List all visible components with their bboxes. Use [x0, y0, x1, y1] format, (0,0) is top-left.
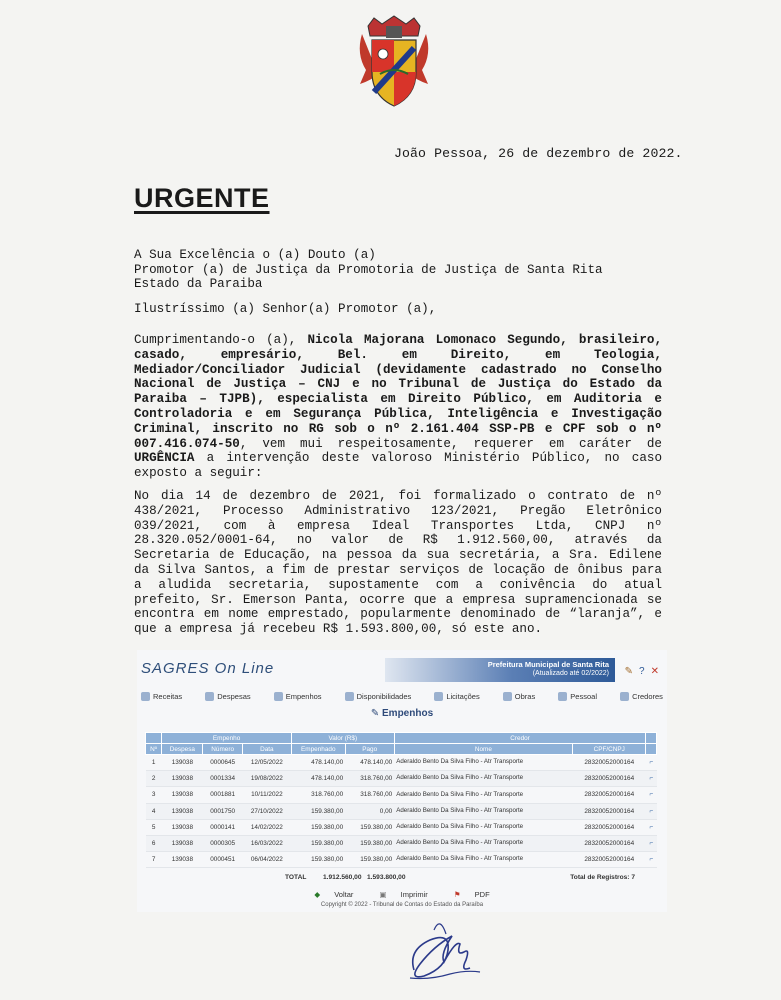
voltar-label: Voltar [334, 890, 354, 899]
group-header-credor: Credor [394, 733, 646, 744]
pdf-label: PDF [474, 890, 490, 899]
sagres-screenshot [137, 650, 667, 912]
despesas-icon [205, 692, 214, 701]
table-cell: 2 [146, 771, 162, 787]
pencil-icon: ✎ [370, 708, 383, 719]
salutation: Ilustríssimo (a) Senhor(a) Promotor (a), [134, 302, 437, 316]
voltar-button[interactable] [308, 890, 359, 899]
col-header: Pago [345, 744, 394, 755]
prefeitura-banner [385, 658, 615, 682]
requester-identification: Nicola Majorana Lomonaco Segundo, brasileiro, casado, empresário, Bel. em Direito, em Teologia, Mediador/Conciliador Judicial (devidamente cadastrado no Conselho Nacional de Justiça – CNJ e no Tribunal de Justiça do Estado da Paraiba – TJPB), especialista em Direito Público, em Auditoria e Controladoria e em Segurança Pública, Inteligência e Investigação Criminal, inscrito no RG sob o nº 2.161.404 SSP-PB e CPF sob o nº 007.416.074-50 [134, 333, 662, 451]
table-cell: 7 [146, 852, 162, 868]
table-cell: 478.140,00 [345, 755, 394, 771]
table-cell: 28320052000164 [573, 852, 646, 868]
table-cell: 0001334 [203, 771, 242, 787]
table-cell: Aderaldo Bento Da Silva Filho - Atr Transporte [394, 819, 572, 835]
table-row [146, 852, 657, 868]
col-header: CPF/CNPJ [573, 744, 646, 755]
nav-label: Receitas [153, 691, 183, 701]
col-header: Número [203, 744, 242, 755]
empenhos-table [145, 732, 657, 868]
signature-icon [400, 910, 490, 990]
table-row [146, 771, 657, 787]
printer-icon: ▣ [379, 890, 387, 899]
sagres-header [137, 652, 667, 686]
group-header-blank [146, 733, 162, 744]
table-cell: Aderaldo Bento Da Silva Filho - Atr Transporte [394, 771, 572, 787]
table-cell: 139038 [162, 755, 203, 771]
total-label: TOTAL [285, 874, 307, 881]
paragraph-text: Cumprimentando-o (a), [134, 333, 308, 347]
address-line: A Sua Excelência o (a) Douto (a) [134, 248, 376, 262]
table-cell: 28320052000164 [573, 819, 646, 835]
sagres-logo: SAGRES On Line [141, 660, 275, 677]
col-header: Nº [146, 744, 162, 755]
table-cell: 28320052000164 [573, 787, 646, 803]
table-cell: 16/03/2022 [242, 835, 291, 851]
nav-label: Credores [632, 691, 663, 701]
pdf-button[interactable] [448, 890, 496, 899]
detail-icon[interactable]: ⌐ [646, 787, 657, 803]
nav-item-licitacoes[interactable] [434, 688, 479, 704]
table-cell: 318.760,00 [291, 787, 345, 803]
nav-item-credores[interactable] [620, 688, 663, 704]
nav-label: Pessoal [570, 691, 597, 701]
prefeitura-name: Prefeitura Municipal de Santa Rita [487, 660, 609, 669]
coat-of-arms-icon [352, 14, 436, 110]
nav-item-disponibilidades[interactable] [345, 688, 412, 704]
table-cell: 139038 [162, 819, 203, 835]
date-line: João Pessoa, 26 de dezembro de 2022. [394, 146, 683, 161]
urgency-word: URGÊNCIA [134, 451, 195, 466]
table-cell: 159.380,00 [345, 835, 394, 851]
table-cell: 159.380,00 [291, 835, 345, 851]
sagres-nav [141, 688, 663, 704]
copyright: Copyright © 2022 - Tribunal de Contas do Estado da Paraíba [320, 902, 484, 908]
table-cell: Aderaldo Bento Da Silva Filho - Atr Transporte [394, 852, 572, 868]
table-cell: 3 [146, 787, 162, 803]
nav-item-receitas[interactable] [141, 688, 182, 704]
nav-item-obras[interactable] [503, 688, 535, 704]
table-cell: 139038 [162, 803, 203, 819]
col-header-action [646, 744, 657, 755]
table-cell: 28320052000164 [573, 803, 646, 819]
table-cell: 10/11/2022 [242, 787, 291, 803]
back-arrow-icon: ◆ [314, 890, 321, 899]
group-header-valor: Valor (R$) [291, 733, 394, 744]
table-row [146, 755, 657, 771]
nav-item-pessoal[interactable] [558, 688, 597, 704]
header-tools [619, 666, 659, 677]
table-cell: 139038 [162, 852, 203, 868]
table-cell: 27/10/2022 [242, 803, 291, 819]
group-header-blank [646, 733, 657, 744]
detail-icon[interactable]: ⌐ [646, 803, 657, 819]
total-registros [570, 874, 635, 881]
table-cell: Aderaldo Bento Da Silva Filho - Atr Transporte [394, 787, 572, 803]
close-icon[interactable]: ✕ [650, 666, 659, 677]
table-cell: 14/02/2022 [242, 819, 291, 835]
col-header: Nome [394, 744, 572, 755]
table-cell: 139038 [162, 835, 203, 851]
paragraph-text: , vem mui respeitosamente, requerer em caráter de [239, 436, 662, 451]
total-registros-value: 7 [631, 874, 635, 881]
total-pago: 1.593.800,00 [367, 874, 406, 881]
table-cell: 28320052000164 [573, 835, 646, 851]
table-cell: 0000451 [203, 852, 242, 868]
table-cell: 318.760,00 [345, 787, 394, 803]
col-header: Data [242, 744, 291, 755]
paragraph-text: a intervenção deste valoroso Ministério Público, no caso exposto a seguir: [134, 451, 662, 481]
recipient-address [134, 248, 603, 292]
address-line: Promotor (a) de Justiça da Promotoria de Justiça de Santa Rita [134, 262, 603, 277]
updated-date: (Atualizado até 02/2022) [532, 670, 609, 677]
nav-item-despesas[interactable] [205, 688, 250, 704]
empenhos-title-text: Empenhos [382, 708, 434, 719]
pdf-icon: ⚑ [453, 890, 461, 899]
licitacoes-icon [434, 692, 443, 701]
table-cell: 28320052000164 [573, 755, 646, 771]
table-row [146, 819, 657, 835]
paragraph-facts: No dia 14 de dezembro de 2021, foi formalizado o contrato de nº 438/2021, Processo Administrativo 123/2021, Pregão Eletrônico 039/2021, com à empresa Ideal Transportes Ltda, CNPJ nº 28.320.052/0001-64, no valor de R$ 1.912.560,00, através da Secretaria de Educação, na pessoa da sua secretária, a Sra. Edilene da Silva Santos, a fim de prestar serviços de locação de ônibus para a aludida secretaria, supostamente com a conivência do atual prefeito, Sr. Emerson Panta, ocorre que a empresa supramencionada se encontra em nome emprestado, popularmente denominado de “laranja”, e que a empresa já recebeu R$ 1.593.800,00, só este ano. [134, 489, 662, 637]
wand-icon[interactable]: ✎ [624, 666, 634, 677]
table-cell: 159.380,00 [291, 819, 345, 835]
table-cell: 0000645 [203, 755, 242, 771]
table-cell: Aderaldo Bento Da Silva Filho - Atr Transporte [394, 835, 572, 851]
empenhos-title [137, 708, 667, 719]
credores-icon [620, 692, 629, 701]
detail-icon[interactable]: ⌐ [646, 819, 657, 835]
address-line: Estado da Paraiba [134, 277, 263, 292]
nav-label: Obras [514, 691, 536, 701]
empenhos-icon [274, 692, 283, 701]
table-cell: 4 [146, 803, 162, 819]
nav-label: Empenhos [285, 691, 322, 701]
nav-label: Licitações [446, 691, 480, 701]
table-cell: 06/04/2022 [242, 852, 291, 868]
table-cell: Aderaldo Bento Da Silva Filho - Atr Transporte [394, 803, 572, 819]
receitas-icon [141, 692, 150, 701]
pessoal-icon [558, 692, 567, 701]
table-cell: 12/05/2022 [242, 755, 291, 771]
table-cell: 0,00 [345, 803, 394, 819]
nav-label: Despesas [217, 691, 251, 701]
table-cell: 0001750 [203, 803, 242, 819]
disponibilidades-icon [345, 692, 354, 701]
table-cell: 139038 [162, 771, 203, 787]
detail-icon[interactable]: ⌐ [646, 835, 657, 851]
total-registros-label: Total de Registros: [570, 874, 630, 881]
table-cell: 0000305 [203, 835, 242, 851]
footer-buttons [137, 890, 667, 899]
detail-icon[interactable]: ⌐ [646, 771, 657, 787]
total-empenhado: 1.912.560,00 [323, 874, 362, 881]
urgent-heading: URGENTE [134, 183, 270, 213]
table-cell: 139038 [162, 787, 203, 803]
nav-label: Disponibilidades [356, 691, 412, 701]
detail-icon[interactable]: ⌐ [646, 852, 657, 868]
detail-icon[interactable]: ⌐ [646, 755, 657, 771]
nav-item-empenhos[interactable] [274, 688, 322, 704]
table-cell: 159.380,00 [345, 819, 394, 835]
table-cell: 1 [146, 755, 162, 771]
table-cell: 6 [146, 835, 162, 851]
table-cell: 478.140,00 [291, 771, 345, 787]
table-row [146, 835, 657, 851]
table-cell: 0001881 [203, 787, 242, 803]
table-cell: 478.140,00 [291, 755, 345, 771]
table-cell: 159.380,00 [345, 852, 394, 868]
group-header-empenho: Empenho [162, 733, 292, 744]
table-cell: 0000141 [203, 819, 242, 835]
table-cell: 28320052000164 [573, 771, 646, 787]
table-cell: Aderaldo Bento Da Silva Filho - Atr Transporte [394, 755, 572, 771]
table-cell: 19/08/2022 [242, 771, 291, 787]
table-row [146, 787, 657, 803]
col-header: Empenhado [291, 744, 345, 755]
help-icon[interactable]: ? [639, 666, 645, 677]
imprimir-button[interactable] [373, 890, 433, 899]
imprimir-label: Imprimir [400, 890, 428, 899]
paragraph-intro [134, 333, 662, 481]
table-cell: 318.760,00 [345, 771, 394, 787]
table-row [146, 803, 657, 819]
col-header: Despesa [162, 744, 203, 755]
obras-icon [503, 692, 512, 701]
table-cell: 5 [146, 819, 162, 835]
table-cell: 159.380,00 [291, 803, 345, 819]
table-cell: 159.380,00 [291, 852, 345, 868]
